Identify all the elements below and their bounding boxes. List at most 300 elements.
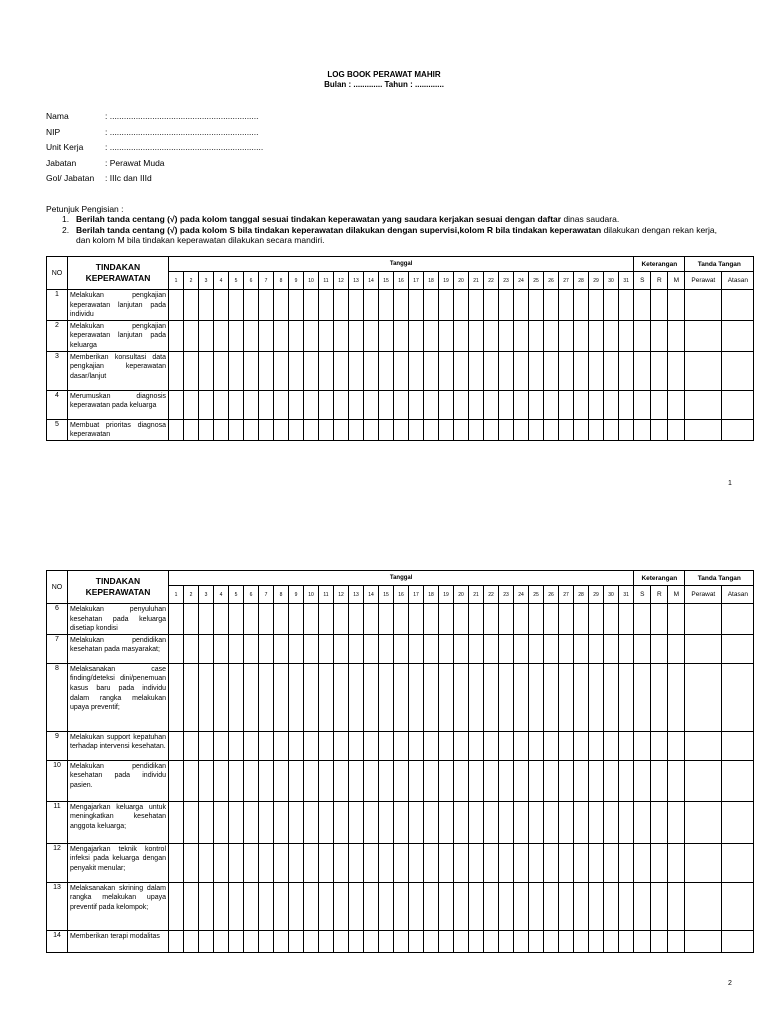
checkbox-cell[interactable] (229, 663, 244, 731)
checkbox-cell[interactable] (559, 351, 574, 390)
checkbox-cell[interactable] (484, 663, 499, 731)
checkbox-cell[interactable] (604, 351, 619, 390)
checkbox-cell[interactable] (574, 419, 589, 440)
checkbox-cell[interactable] (214, 760, 229, 801)
checkbox-cell[interactable] (559, 634, 574, 663)
checkbox-cell[interactable] (529, 419, 544, 440)
checkbox-cell[interactable] (651, 320, 668, 351)
checkbox-cell[interactable] (559, 390, 574, 419)
checkbox-cell[interactable] (469, 930, 484, 952)
checkbox-cell[interactable] (574, 731, 589, 760)
checkbox-cell[interactable] (169, 843, 184, 882)
checkbox-cell[interactable] (259, 390, 274, 419)
checkbox-cell[interactable] (214, 604, 229, 635)
checkbox-cell[interactable] (304, 801, 319, 843)
checkbox-cell[interactable] (722, 390, 754, 419)
checkbox-cell[interactable] (484, 634, 499, 663)
checkbox-cell[interactable] (394, 731, 409, 760)
checkbox-cell[interactable] (722, 801, 754, 843)
checkbox-cell[interactable] (651, 663, 668, 731)
checkbox-cell[interactable] (514, 882, 529, 930)
checkbox-cell[interactable] (289, 760, 304, 801)
checkbox-cell[interactable] (634, 320, 651, 351)
checkbox-cell[interactable] (668, 801, 685, 843)
checkbox-cell[interactable] (394, 760, 409, 801)
checkbox-cell[interactable] (722, 930, 754, 952)
checkbox-cell[interactable] (184, 390, 199, 419)
checkbox-cell[interactable] (364, 731, 379, 760)
checkbox-cell[interactable] (244, 663, 259, 731)
checkbox-cell[interactable] (529, 604, 544, 635)
checkbox-cell[interactable] (199, 882, 214, 930)
checkbox-cell[interactable] (454, 634, 469, 663)
checkbox-cell[interactable] (514, 351, 529, 390)
checkbox-cell[interactable] (229, 320, 244, 351)
checkbox-cell[interactable] (469, 604, 484, 635)
checkbox-cell[interactable] (379, 663, 394, 731)
checkbox-cell[interactable] (589, 634, 604, 663)
checkbox-cell[interactable] (304, 930, 319, 952)
checkbox-cell[interactable] (334, 290, 349, 321)
checkbox-cell[interactable] (722, 351, 754, 390)
checkbox-cell[interactable] (424, 882, 439, 930)
checkbox-cell[interactable] (199, 390, 214, 419)
checkbox-cell[interactable] (289, 801, 304, 843)
checkbox-cell[interactable] (289, 930, 304, 952)
checkbox-cell[interactable] (334, 604, 349, 635)
checkbox-cell[interactable] (199, 760, 214, 801)
checkbox-cell[interactable] (379, 419, 394, 440)
checkbox-cell[interactable] (651, 604, 668, 635)
checkbox-cell[interactable] (289, 663, 304, 731)
checkbox-cell[interactable] (349, 760, 364, 801)
checkbox-cell[interactable] (529, 320, 544, 351)
checkbox-cell[interactable] (559, 320, 574, 351)
checkbox-cell[interactable] (229, 604, 244, 635)
checkbox-cell[interactable] (409, 930, 424, 952)
checkbox-cell[interactable] (685, 351, 722, 390)
checkbox-cell[interactable] (651, 760, 668, 801)
checkbox-cell[interactable] (229, 634, 244, 663)
checkbox-cell[interactable] (469, 290, 484, 321)
checkbox-cell[interactable] (319, 930, 334, 952)
checkbox-cell[interactable] (722, 882, 754, 930)
checkbox-cell[interactable] (394, 604, 409, 635)
checkbox-cell[interactable] (274, 290, 289, 321)
checkbox-cell[interactable] (668, 663, 685, 731)
checkbox-cell[interactable] (589, 604, 604, 635)
checkbox-cell[interactable] (214, 843, 229, 882)
checkbox-cell[interactable] (484, 390, 499, 419)
checkbox-cell[interactable] (379, 634, 394, 663)
checkbox-cell[interactable] (424, 419, 439, 440)
checkbox-cell[interactable] (274, 930, 289, 952)
checkbox-cell[interactable] (499, 731, 514, 760)
checkbox-cell[interactable] (259, 843, 274, 882)
checkbox-cell[interactable] (722, 604, 754, 635)
checkbox-cell[interactable] (169, 320, 184, 351)
checkbox-cell[interactable] (424, 351, 439, 390)
checkbox-cell[interactable] (559, 930, 574, 952)
checkbox-cell[interactable] (184, 882, 199, 930)
checkbox-cell[interactable] (244, 604, 259, 635)
checkbox-cell[interactable] (634, 634, 651, 663)
checkbox-cell[interactable] (559, 663, 574, 731)
checkbox-cell[interactable] (634, 731, 651, 760)
checkbox-cell[interactable] (379, 320, 394, 351)
checkbox-cell[interactable] (544, 419, 559, 440)
checkbox-cell[interactable] (334, 663, 349, 731)
checkbox-cell[interactable] (304, 760, 319, 801)
checkbox-cell[interactable] (394, 882, 409, 930)
checkbox-cell[interactable] (394, 801, 409, 843)
checkbox-cell[interactable] (514, 731, 529, 760)
checkbox-cell[interactable] (499, 760, 514, 801)
checkbox-cell[interactable] (319, 663, 334, 731)
checkbox-cell[interactable] (634, 930, 651, 952)
checkbox-cell[interactable] (589, 320, 604, 351)
checkbox-cell[interactable] (184, 930, 199, 952)
checkbox-cell[interactable] (229, 760, 244, 801)
checkbox-cell[interactable] (454, 760, 469, 801)
checkbox-cell[interactable] (394, 419, 409, 440)
checkbox-cell[interactable] (379, 930, 394, 952)
checkbox-cell[interactable] (349, 843, 364, 882)
checkbox-cell[interactable] (589, 390, 604, 419)
checkbox-cell[interactable] (214, 320, 229, 351)
checkbox-cell[interactable] (319, 634, 334, 663)
checkbox-cell[interactable] (304, 290, 319, 321)
checkbox-cell[interactable] (424, 634, 439, 663)
checkbox-cell[interactable] (574, 760, 589, 801)
checkbox-cell[interactable] (634, 290, 651, 321)
checkbox-cell[interactable] (514, 419, 529, 440)
checkbox-cell[interactable] (544, 760, 559, 801)
checkbox-cell[interactable] (529, 760, 544, 801)
checkbox-cell[interactable] (604, 882, 619, 930)
checkbox-cell[interactable] (484, 801, 499, 843)
checkbox-cell[interactable] (169, 634, 184, 663)
checkbox-cell[interactable] (424, 930, 439, 952)
checkbox-cell[interactable] (169, 351, 184, 390)
checkbox-cell[interactable] (229, 419, 244, 440)
checkbox-cell[interactable] (409, 320, 424, 351)
checkbox-cell[interactable] (199, 663, 214, 731)
checkbox-cell[interactable] (319, 731, 334, 760)
checkbox-cell[interactable] (469, 390, 484, 419)
checkbox-cell[interactable] (229, 390, 244, 419)
checkbox-cell[interactable] (244, 882, 259, 930)
checkbox-cell[interactable] (274, 419, 289, 440)
checkbox-cell[interactable] (439, 290, 454, 321)
checkbox-cell[interactable] (274, 760, 289, 801)
checkbox-cell[interactable] (469, 882, 484, 930)
checkbox-cell[interactable] (589, 663, 604, 731)
checkbox-cell[interactable] (424, 320, 439, 351)
checkbox-cell[interactable] (229, 731, 244, 760)
checkbox-cell[interactable] (334, 419, 349, 440)
checkbox-cell[interactable] (304, 882, 319, 930)
checkbox-cell[interactable] (304, 843, 319, 882)
checkbox-cell[interactable] (289, 419, 304, 440)
checkbox-cell[interactable] (394, 290, 409, 321)
checkbox-cell[interactable] (529, 634, 544, 663)
checkbox-cell[interactable] (244, 419, 259, 440)
checkbox-cell[interactable] (469, 843, 484, 882)
checkbox-cell[interactable] (439, 390, 454, 419)
checkbox-cell[interactable] (589, 930, 604, 952)
checkbox-cell[interactable] (685, 390, 722, 419)
checkbox-cell[interactable] (484, 604, 499, 635)
checkbox-cell[interactable] (634, 390, 651, 419)
checkbox-cell[interactable] (319, 843, 334, 882)
checkbox-cell[interactable] (544, 843, 559, 882)
checkbox-cell[interactable] (559, 419, 574, 440)
checkbox-cell[interactable] (454, 843, 469, 882)
checkbox-cell[interactable] (544, 390, 559, 419)
checkbox-cell[interactable] (651, 351, 668, 390)
checkbox-cell[interactable] (199, 930, 214, 952)
checkbox-cell[interactable] (334, 843, 349, 882)
checkbox-cell[interactable] (722, 760, 754, 801)
checkbox-cell[interactable] (619, 351, 634, 390)
checkbox-cell[interactable] (409, 760, 424, 801)
checkbox-cell[interactable] (244, 634, 259, 663)
checkbox-cell[interactable] (184, 351, 199, 390)
checkbox-cell[interactable] (668, 930, 685, 952)
checkbox-cell[interactable] (619, 419, 634, 440)
checkbox-cell[interactable] (394, 320, 409, 351)
checkbox-cell[interactable] (409, 351, 424, 390)
checkbox-cell[interactable] (349, 351, 364, 390)
checkbox-cell[interactable] (409, 634, 424, 663)
checkbox-cell[interactable] (364, 760, 379, 801)
checkbox-cell[interactable] (668, 634, 685, 663)
checkbox-cell[interactable] (334, 351, 349, 390)
checkbox-cell[interactable] (619, 390, 634, 419)
checkbox-cell[interactable] (439, 801, 454, 843)
checkbox-cell[interactable] (634, 760, 651, 801)
checkbox-cell[interactable] (394, 663, 409, 731)
checkbox-cell[interactable] (574, 663, 589, 731)
checkbox-cell[interactable] (469, 801, 484, 843)
checkbox-cell[interactable] (514, 930, 529, 952)
checkbox-cell[interactable] (289, 882, 304, 930)
checkbox-cell[interactable] (499, 604, 514, 635)
checkbox-cell[interactable] (439, 930, 454, 952)
checkbox-cell[interactable] (199, 801, 214, 843)
checkbox-cell[interactable] (439, 634, 454, 663)
checkbox-cell[interactable] (424, 801, 439, 843)
checkbox-cell[interactable] (529, 290, 544, 321)
checkbox-cell[interactable] (274, 882, 289, 930)
checkbox-cell[interactable] (604, 419, 619, 440)
checkbox-cell[interactable] (559, 760, 574, 801)
checkbox-cell[interactable] (259, 320, 274, 351)
checkbox-cell[interactable] (259, 290, 274, 321)
checkbox-cell[interactable] (544, 320, 559, 351)
checkbox-cell[interactable] (199, 290, 214, 321)
checkbox-cell[interactable] (439, 760, 454, 801)
checkbox-cell[interactable] (574, 290, 589, 321)
checkbox-cell[interactable] (544, 801, 559, 843)
checkbox-cell[interactable] (169, 760, 184, 801)
checkbox-cell[interactable] (409, 290, 424, 321)
checkbox-cell[interactable] (499, 320, 514, 351)
checkbox-cell[interactable] (244, 290, 259, 321)
checkbox-cell[interactable] (574, 320, 589, 351)
checkbox-cell[interactable] (244, 930, 259, 952)
checkbox-cell[interactable] (184, 634, 199, 663)
checkbox-cell[interactable] (722, 419, 754, 440)
checkbox-cell[interactable] (668, 390, 685, 419)
checkbox-cell[interactable] (514, 843, 529, 882)
checkbox-cell[interactable] (304, 351, 319, 390)
checkbox-cell[interactable] (274, 351, 289, 390)
checkbox-cell[interactable] (304, 390, 319, 419)
checkbox-cell[interactable] (439, 604, 454, 635)
checkbox-cell[interactable] (229, 801, 244, 843)
checkbox-cell[interactable] (574, 604, 589, 635)
checkbox-cell[interactable] (304, 634, 319, 663)
checkbox-cell[interactable] (499, 843, 514, 882)
checkbox-cell[interactable] (199, 351, 214, 390)
checkbox-cell[interactable] (274, 843, 289, 882)
checkbox-cell[interactable] (454, 882, 469, 930)
checkbox-cell[interactable] (685, 663, 722, 731)
checkbox-cell[interactable] (604, 731, 619, 760)
checkbox-cell[interactable] (379, 290, 394, 321)
checkbox-cell[interactable] (424, 604, 439, 635)
checkbox-cell[interactable] (651, 390, 668, 419)
checkbox-cell[interactable] (364, 801, 379, 843)
checkbox-cell[interactable] (514, 320, 529, 351)
checkbox-cell[interactable] (722, 634, 754, 663)
checkbox-cell[interactable] (514, 663, 529, 731)
checkbox-cell[interactable] (229, 882, 244, 930)
checkbox-cell[interactable] (349, 390, 364, 419)
checkbox-cell[interactable] (364, 320, 379, 351)
checkbox-cell[interactable] (424, 731, 439, 760)
checkbox-cell[interactable] (274, 634, 289, 663)
checkbox-cell[interactable] (334, 390, 349, 419)
checkbox-cell[interactable] (529, 390, 544, 419)
checkbox-cell[interactable] (574, 634, 589, 663)
checkbox-cell[interactable] (229, 930, 244, 952)
checkbox-cell[interactable] (439, 882, 454, 930)
checkbox-cell[interactable] (439, 320, 454, 351)
checkbox-cell[interactable] (529, 801, 544, 843)
checkbox-cell[interactable] (169, 930, 184, 952)
checkbox-cell[interactable] (184, 731, 199, 760)
checkbox-cell[interactable] (349, 634, 364, 663)
checkbox-cell[interactable] (169, 731, 184, 760)
checkbox-cell[interactable] (199, 320, 214, 351)
checkbox-cell[interactable] (499, 930, 514, 952)
checkbox-cell[interactable] (529, 882, 544, 930)
checkbox-cell[interactable] (319, 320, 334, 351)
checkbox-cell[interactable] (184, 663, 199, 731)
checkbox-cell[interactable] (334, 634, 349, 663)
checkbox-cell[interactable] (589, 290, 604, 321)
checkbox-cell[interactable] (409, 663, 424, 731)
checkbox-cell[interactable] (229, 290, 244, 321)
checkbox-cell[interactable] (379, 731, 394, 760)
checkbox-cell[interactable] (199, 731, 214, 760)
checkbox-cell[interactable] (619, 731, 634, 760)
checkbox-cell[interactable] (604, 320, 619, 351)
checkbox-cell[interactable] (379, 351, 394, 390)
checkbox-cell[interactable] (484, 760, 499, 801)
checkbox-cell[interactable] (394, 634, 409, 663)
checkbox-cell[interactable] (304, 663, 319, 731)
checkbox-cell[interactable] (529, 351, 544, 390)
checkbox-cell[interactable] (244, 351, 259, 390)
checkbox-cell[interactable] (199, 604, 214, 635)
checkbox-cell[interactable] (514, 634, 529, 663)
checkbox-cell[interactable] (651, 634, 668, 663)
checkbox-cell[interactable] (334, 760, 349, 801)
checkbox-cell[interactable] (604, 390, 619, 419)
checkbox-cell[interactable] (169, 390, 184, 419)
checkbox-cell[interactable] (685, 731, 722, 760)
checkbox-cell[interactable] (499, 390, 514, 419)
checkbox-cell[interactable] (214, 882, 229, 930)
checkbox-cell[interactable] (319, 604, 334, 635)
checkbox-cell[interactable] (364, 930, 379, 952)
checkbox-cell[interactable] (349, 930, 364, 952)
checkbox-cell[interactable] (259, 731, 274, 760)
checkbox-cell[interactable] (619, 882, 634, 930)
checkbox-cell[interactable] (604, 930, 619, 952)
checkbox-cell[interactable] (409, 801, 424, 843)
checkbox-cell[interactable] (634, 604, 651, 635)
checkbox-cell[interactable] (619, 634, 634, 663)
checkbox-cell[interactable] (439, 419, 454, 440)
checkbox-cell[interactable] (685, 930, 722, 952)
checkbox-cell[interactable] (214, 351, 229, 390)
checkbox-cell[interactable] (184, 604, 199, 635)
checkbox-cell[interactable] (454, 390, 469, 419)
checkbox-cell[interactable] (364, 351, 379, 390)
checkbox-cell[interactable] (651, 290, 668, 321)
checkbox-cell[interactable] (184, 290, 199, 321)
checkbox-cell[interactable] (259, 419, 274, 440)
checkbox-cell[interactable] (469, 634, 484, 663)
checkbox-cell[interactable] (668, 320, 685, 351)
checkbox-cell[interactable] (259, 930, 274, 952)
checkbox-cell[interactable] (685, 320, 722, 351)
checkbox-cell[interactable] (619, 760, 634, 801)
checkbox-cell[interactable] (289, 320, 304, 351)
checkbox-cell[interactable] (559, 290, 574, 321)
checkbox-cell[interactable] (244, 731, 259, 760)
checkbox-cell[interactable] (484, 930, 499, 952)
checkbox-cell[interactable] (334, 882, 349, 930)
checkbox-cell[interactable] (685, 882, 722, 930)
checkbox-cell[interactable] (319, 290, 334, 321)
checkbox-cell[interactable] (349, 882, 364, 930)
checkbox-cell[interactable] (244, 843, 259, 882)
checkbox-cell[interactable] (259, 663, 274, 731)
checkbox-cell[interactable] (334, 801, 349, 843)
checkbox-cell[interactable] (259, 351, 274, 390)
checkbox-cell[interactable] (184, 320, 199, 351)
checkbox-cell[interactable] (409, 419, 424, 440)
checkbox-cell[interactable] (214, 930, 229, 952)
checkbox-cell[interactable] (668, 882, 685, 930)
checkbox-cell[interactable] (214, 663, 229, 731)
